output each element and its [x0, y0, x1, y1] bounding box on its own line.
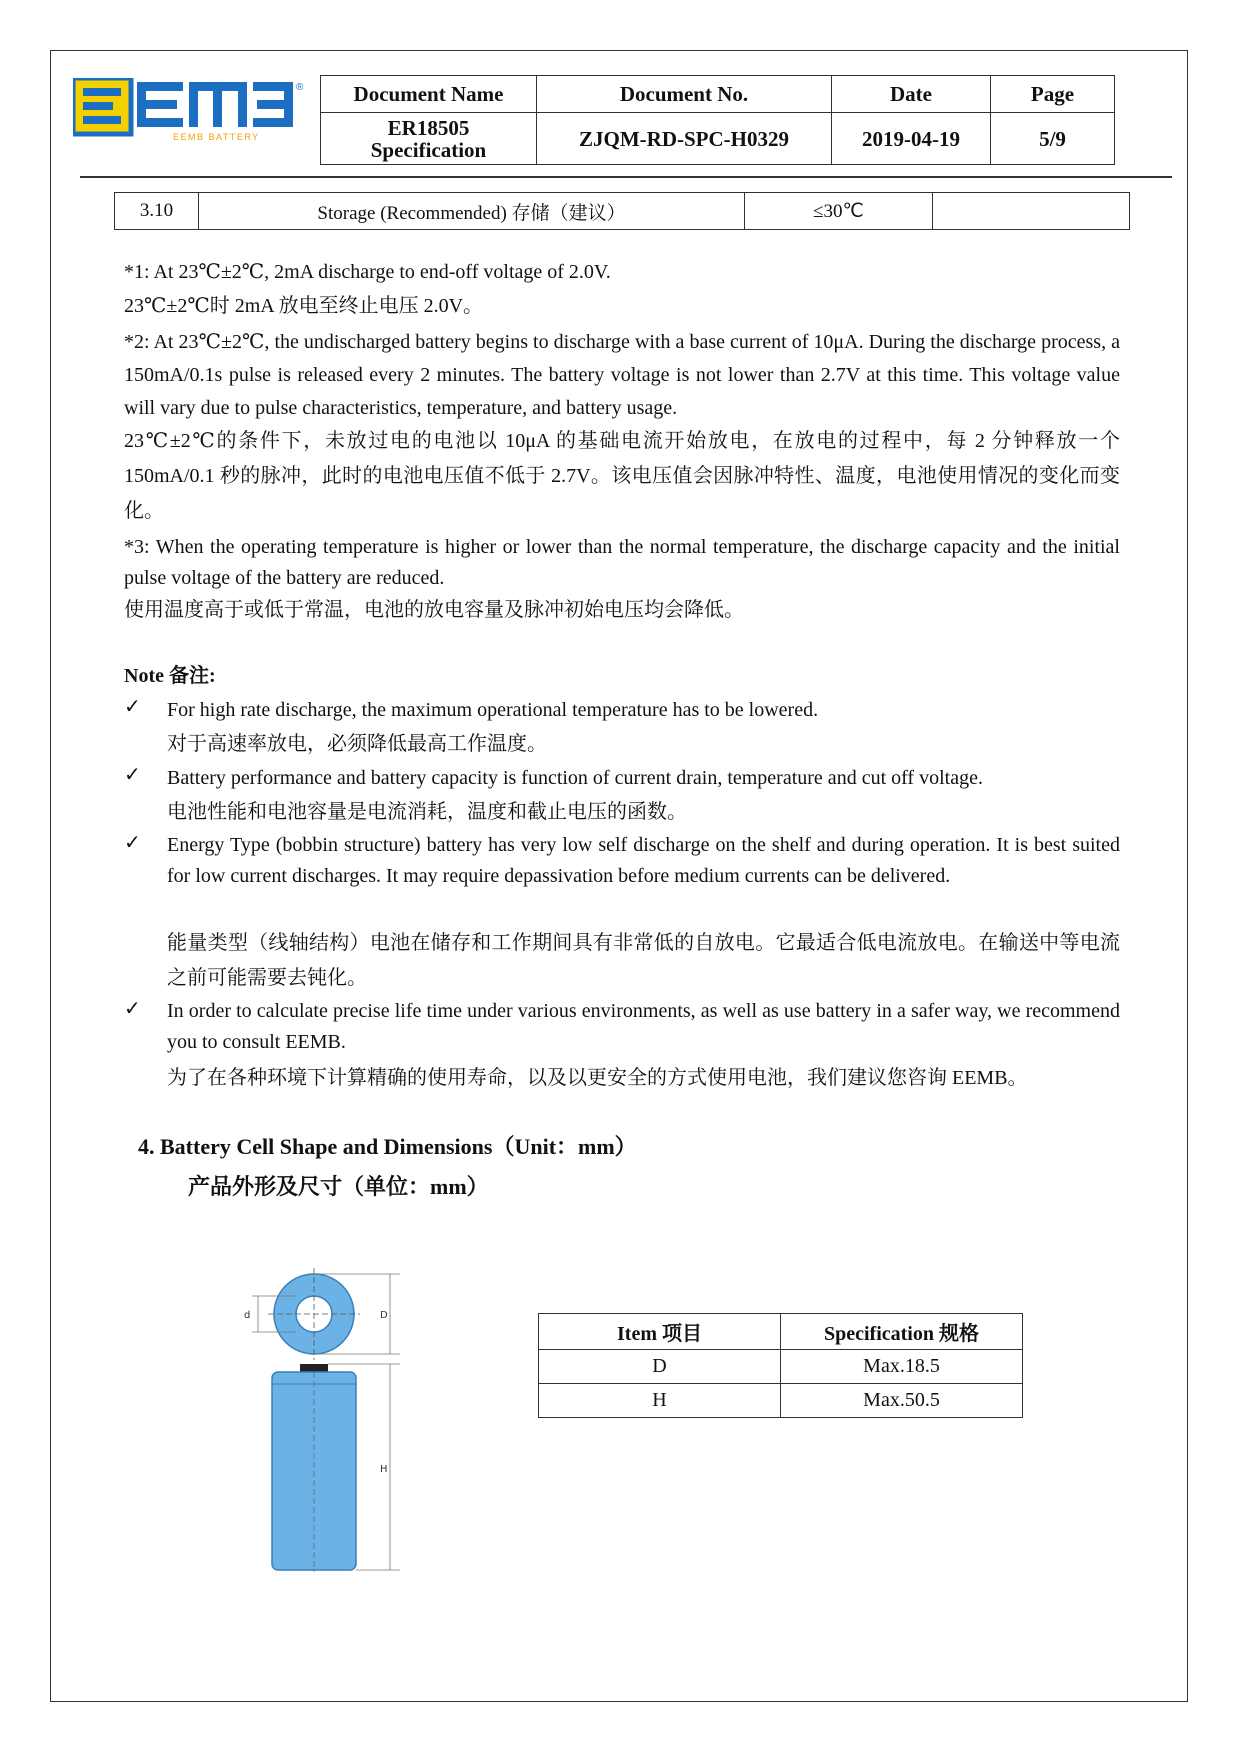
- height-label: H: [380, 1464, 388, 1475]
- page-label: Page: [991, 76, 1115, 113]
- note-item-3-en: Energy Type (bobbin structure) battery has very low self discharge on the shelf and during operation. It is best suited for low current discharges. It may require depassivation before medium currents can be delivered.: [167, 834, 1120, 887]
- registered-mark: ®: [296, 82, 303, 93]
- section-4-title-cn: 产品外形及尺寸（单位：mm）: [188, 1174, 489, 1199]
- document-header-table: [320, 75, 1115, 165]
- check-icon: ✓: [124, 762, 141, 786]
- check-icon: ✓: [124, 694, 141, 718]
- doc-no-value: ZJQM-RD-SPC-H0329: [537, 113, 832, 165]
- check-icon: ✓: [124, 996, 141, 1020]
- storage-extra: [933, 193, 1130, 230]
- section-4-title: 4. Battery Cell Shape and Dimensions（Unit：mm）: [138, 1134, 637, 1159]
- diameter-label: D: [380, 1310, 388, 1321]
- check-icon: ✓: [124, 830, 141, 854]
- dimension-table: [538, 1313, 1023, 1418]
- battery-dimension-drawing: [240, 1260, 410, 1580]
- storage-table: [114, 192, 1130, 230]
- note-item-2-en: Battery performance and battery capacity is function of current drain, temperature and cut off voltage.: [167, 767, 983, 789]
- dim-header-item: Item 项目: [539, 1314, 781, 1350]
- table-row: [539, 1350, 1023, 1384]
- eemb-logo: [73, 78, 303, 142]
- inner-diameter-label: d: [244, 1310, 251, 1321]
- logo-subtitle: EEMB BATTERY: [173, 132, 260, 142]
- note-item-3-cn: 能量类型（线轴结构）电池在储存和工作期间具有非常低的自放电。它最适合低电流放电。在输送中等电流之前可能需要去钝化。: [167, 932, 1120, 989]
- doc-name-value: ER18505 Specification: [321, 113, 537, 165]
- doc-no-label: Document No.: [537, 76, 832, 113]
- footnote-2-en: *2: At 23℃±2℃, the undischarged battery begins to discharge with a base current of 10μA. During the discharge process, a 150mA/0.1s pulse is released every 2 minutes. The battery voltage is not lower than 2.7V at this time. This voltage value will vary due to pulse characteristics, temperature, and battery usage.: [124, 331, 1120, 419]
- note-item-1-cn: 对于高速率放电，必须降低最高工作温度。: [167, 733, 547, 755]
- header-divider: [80, 176, 1172, 178]
- page-value: 5/9: [991, 113, 1115, 165]
- footnote-1-en: *1: At 23℃±2℃, 2mA discharge to end-off voltage of 2.0V.: [124, 261, 611, 283]
- note-item-1-en: For high rate discharge, the maximum operational temperature has to be lowered.: [167, 699, 819, 721]
- dim-item-cell: D: [539, 1350, 781, 1384]
- storage-value: ≤30℃: [745, 193, 933, 230]
- dim-spec-cell: Max.18.5: [781, 1350, 1023, 1384]
- footnote-2-cn: 23℃±2℃的条件下，未放过电的电池以 10μA 的基础电流开始放电，在放电的过程中，每 2 分钟释放一个 150mA/0.1 秒的脉冲，此时的电池电压值不低于 2.7V。该电压值会因脉冲特性、温度，电池使用情况的变化而变化。: [124, 430, 1120, 522]
- table-row: [539, 1384, 1023, 1418]
- storage-label: Storage (Recommended) 存储（建议）: [199, 193, 745, 230]
- note-item-2-cn: 电池性能和电池容量是电流消耗，温度和截止电压的函数。: [167, 801, 687, 823]
- note-item-4-en: In order to calculate precise life time under various environments, as well as use battery in a safer way, we recommend you to consult EEMB.: [167, 1000, 1120, 1053]
- storage-number: 3.10: [115, 193, 199, 230]
- doc-name-label: Document Name: [321, 76, 537, 113]
- footnote-3-cn: 使用温度高于或低于常温，电池的放电容量及脉冲初始电压均会降低。: [124, 599, 744, 621]
- dim-spec-cell: Max.50.5: [781, 1384, 1023, 1418]
- dim-header-spec: Specification 规格: [781, 1314, 1023, 1350]
- note-item-4-cn: 为了在各种环境下计算精确的使用寿命，以及以更安全的方式使用电池，我们建议您咨询 EEMB。: [167, 1067, 1028, 1089]
- date-value: 2019-04-19: [832, 113, 991, 165]
- date-label: Date: [832, 76, 991, 113]
- note-title: Note 备注:: [124, 665, 216, 687]
- footnote-1-cn: 23℃±2℃时 2mA 放电至终止电压 2.0V。: [124, 295, 484, 317]
- dim-item-cell: H: [539, 1384, 781, 1418]
- footnote-3-en: *3: When the operating temperature is higher or lower than the normal temperature, the discharge capacity and the initial pulse voltage of the battery are reduced.: [124, 536, 1120, 589]
